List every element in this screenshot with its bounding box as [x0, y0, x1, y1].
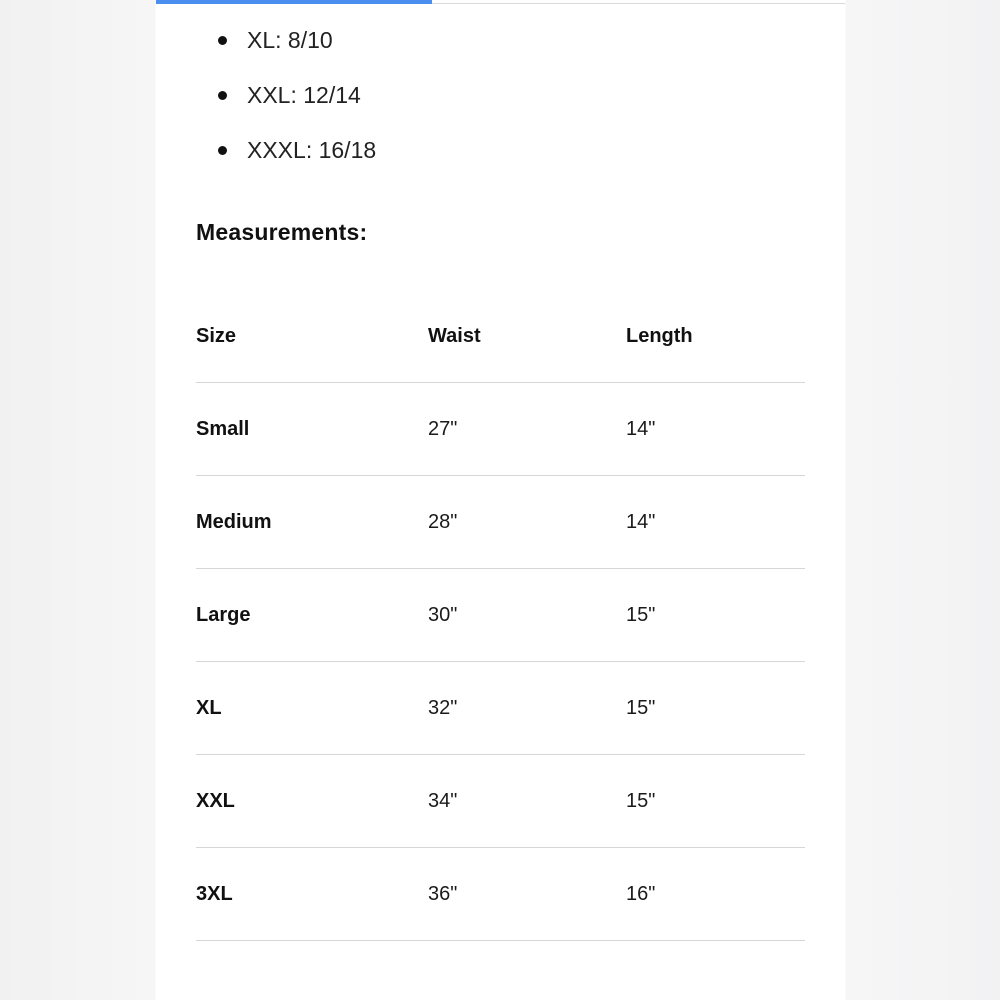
list-item [196, 22, 376, 77]
table-row [196, 662, 805, 755]
bullet-icon [218, 36, 227, 45]
length-cell: 14" [626, 418, 656, 440]
bullet-icon [218, 146, 227, 155]
length-cell: 15" [626, 697, 656, 719]
bullet-icon [218, 91, 227, 100]
list-item-label: XXL: 12/14 [247, 82, 361, 108]
active-tab-indicator [156, 0, 432, 4]
content-panel [156, 0, 845, 1000]
length-cell: 14" [626, 511, 656, 533]
table-row [196, 848, 805, 941]
tab-bar[interactable] [156, 0, 845, 4]
list-item-label: XL: 8/10 [247, 27, 333, 53]
measurements-table [196, 290, 805, 941]
header-length: Length [626, 325, 693, 347]
size-cell: XXL [196, 790, 235, 812]
waist-cell: 32" [428, 697, 458, 719]
waist-cell: 36" [428, 883, 458, 905]
waist-cell: 30" [428, 604, 458, 626]
length-cell: 15" [626, 604, 656, 626]
header-size: Size [196, 325, 237, 347]
length-cell: 15" [626, 790, 656, 812]
table-row [196, 755, 805, 848]
size-cell: XL [196, 697, 222, 719]
list-item-label: XXXL: 16/18 [247, 137, 377, 163]
measurements-title: Measurements: [196, 219, 368, 245]
length-cell: 16" [626, 883, 656, 905]
size-cell: 3XL [196, 883, 233, 905]
size-conversion-list [196, 22, 376, 187]
header-waist: Waist [428, 325, 481, 347]
size-cell: Large [196, 604, 251, 626]
table-row [196, 569, 805, 662]
waist-cell: 28" [428, 511, 458, 533]
list-item [196, 77, 376, 132]
table-row [196, 383, 805, 476]
size-cell: Small [196, 418, 250, 440]
waist-cell: 34" [428, 790, 458, 812]
table-row [196, 476, 805, 569]
size-cell: Medium [196, 511, 272, 533]
table-header-row [196, 290, 805, 383]
waist-cell: 27" [428, 418, 458, 440]
list-item [196, 132, 376, 187]
